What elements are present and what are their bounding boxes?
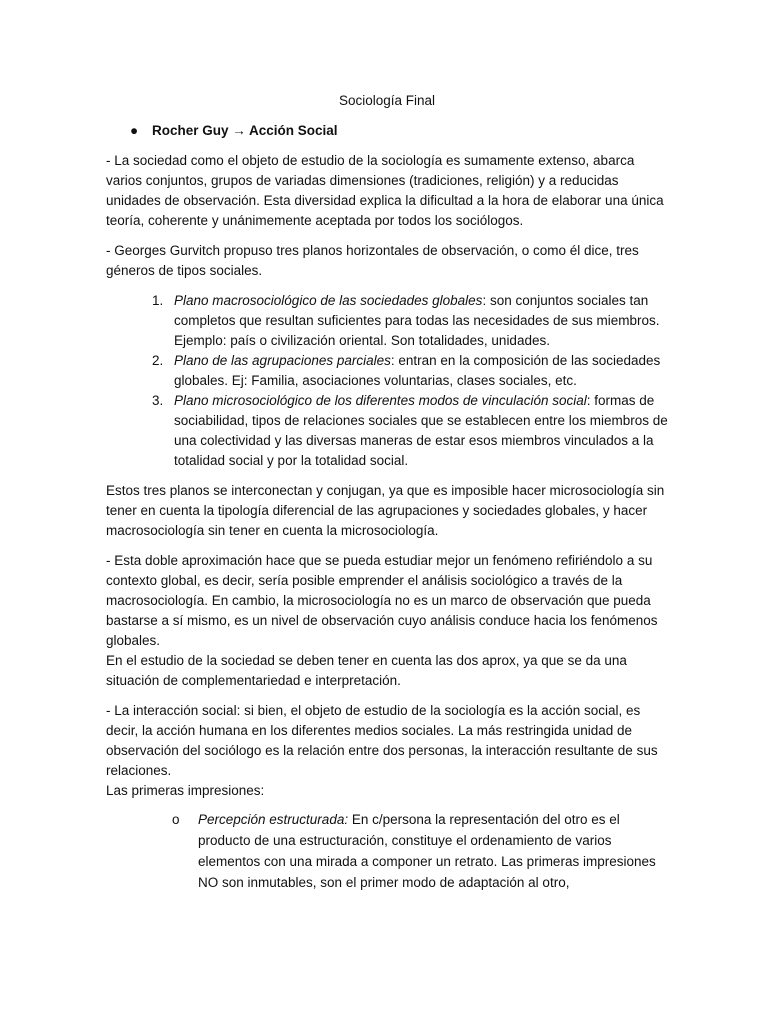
plane-term: Plano macrosociológico de las sociedades globales [174,293,483,308]
list-item [106,391,668,471]
list-item [106,809,668,893]
paragraph-interaction-main: - La interacción social: si bien, el objeto de estudio de la sociología es la acción social, es decir, la acción humana en los diferentes medios sociales. La más restringida unidad de observación del sociólogo es la relación entre dos personas, la interacción resultante de sus relaciones. [106,703,658,778]
list-number: 3. [152,393,164,408]
plane-text: : entran en la composición de las sociedades globales. Ej: Familia, asociaciones voluntarias, clases sociales, etc. [174,353,661,388]
paragraph-approximation-main: - Esta doble aproximación hace que se pueda estudiar mejor un fenómeno refiriéndolo a su contexto global, es decir, sería posible emprender el análisis sociológico a través de la macrosociología. En cambio, la microsociología no es un marco de observación que pueda bastarse a sí mismo, es un nivel de observación cuyo análisis conduce hacia los fenómenos globales. [106,553,658,648]
first-impressions-label: Las primeras impresiones: [106,783,265,798]
plane-text: : son conjuntos sociales tan completos que resultan suficientes para todas las necesidades de sus miembros. Ejemplo: país o civilización oriental. Son totalidades, unidades. [174,293,660,348]
planes-list [106,291,668,471]
paragraph-approximation [106,551,668,691]
section-heading [106,121,668,141]
plane-text: : formas de sociabilidad, tipos de relaciones sociales que se establecen entre los miembros de una colectividad y las diversas maneras de estar esos miembros vinculados a la totalidad social y por la totalidad social. [174,393,668,468]
circle-bullet-icon: o [172,812,180,827]
paragraph-gurvitch: - Georges Gurvitch propuso tres planos horizontales de observación, o como él dice, tres géneros de tipos sociales. [106,243,639,278]
heading-topic: Acción Social [245,123,338,138]
arrow-right-icon: → [232,123,246,138]
paragraph-interaction [106,701,668,801]
list-item [106,291,668,351]
list-number: 2. [152,353,164,368]
plane-term: Plano de las agrupaciones parciales [174,353,391,368]
paragraph-approximation-conclusion: En el estudio de la sociedad se deben tener en cuenta las dos aprox, ya que se da una situación de complementariedad e interpretación. [106,653,627,688]
paragraph-society: - La sociedad como el objeto de estudio de la sociología es sumamente extenso, abarca varios conjuntos, grupos de variadas dimensiones (tradiciones, religión) y a reducidas unidades de observación. Esta diversidad explica la dificultad a la hora de elaborar una única teoría, coherente y unánimemente aceptada por todos los sociólogos. [106,153,664,228]
bullet-icon: ● [130,123,139,138]
list-item [106,351,668,391]
perception-term: Percepción estructurada: [198,812,349,827]
document-title: Sociología Final [338,93,436,108]
perception-text: En c/persona la representación del otro es el producto de una estructuración, constituye el ordenamiento de varios elementos con una mirada a componer un retrato. Las primeras impresiones NO son inmutables, son el primer modo de adaptación al otro, [198,812,656,890]
list-number: 1. [152,293,164,308]
perception-list [106,809,668,893]
heading-author: Rocher Guy [152,123,233,138]
plane-term: Plano microsociológico de los diferentes modos de vinculación social [174,393,587,408]
paragraph-interconnection: Estos tres planos se interconectan y conjugan, ya que es imposible hacer microsociología sin tener en cuenta la tipología diferencial de las agrupaciones y sociedades globales, y hacer macrosociología sin tener en cuenta la microsociología. [106,483,665,538]
